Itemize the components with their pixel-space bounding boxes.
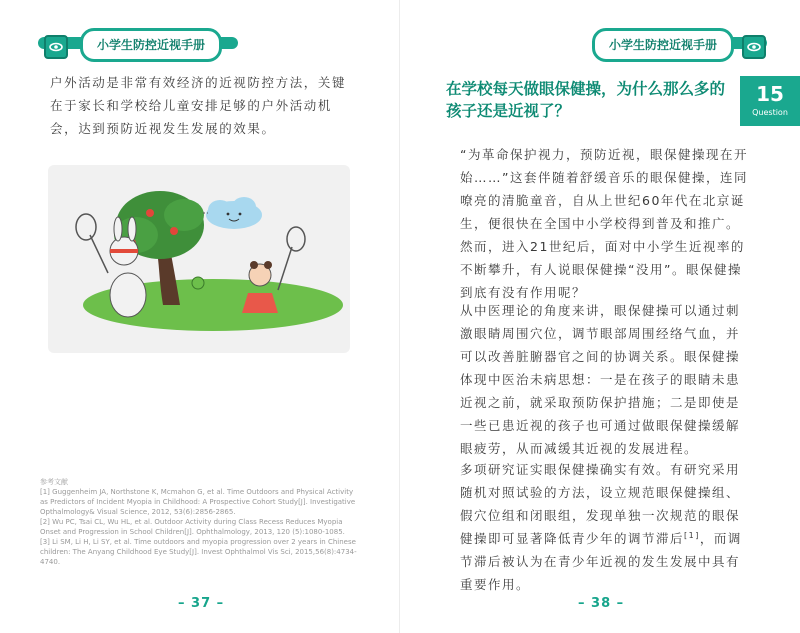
banner-title: 小学生防控近视手册 [80,28,222,62]
question-title: 在学校每天做眼保健操，为什么那么多的孩子还是近视了？ [446,80,726,120]
question-tab [740,76,800,126]
body-paragraph: “为革命保护视力，预防近视，眼保健操现在开始……”这套伴随着舒缓音乐的眼保健操，连同嘹亮的清脆童音，自从上世纪60年代在北京诞生，便很快在全国中小学校得到普及和推广。然而，进入21世纪后，面对中小学生近视率的不断攀升，有人说眼保健操“没用”。眼保健操到底有没有作用呢？ [460,147,748,300]
reference-item: [3] Li SM, Li H, Li SY, et al. Time outdoors and myopia progression over 2 years in Chinese children: The Anyang Childhood Eye Study[J]. Invest Ophthalmol Vis Sci, 2015,56(8):4734-4740. [40,538,357,566]
references-heading: 参考文献 [40,478,68,486]
banner-title: 小学生防控近视手册 [592,28,734,62]
reference-item: [1] Guggenheim JA, Northstone K, Mcmahon G, et al. Time Outdoors and Physical Activity as Predictors of Incident Myopia in Childhood: A Prospective Cohort Study[J]. Investigative Opthalmology& Visual Science, 2012, 53(6):2856-2865. [40,488,356,516]
page-number: – 38 – [578,596,625,611]
citation: [1] [684,530,700,540]
body-paragraph: 户外活动是非常有效经济的近视防控方法，关键在于家长和学校给儿童安排足够的户外活动机会，达到预防近视发生发展的效果。 [50,75,347,136]
book-eye-icon [742,35,766,59]
body-paragraph: 从中医理论的角度来讲，眼保健操可以通过刺激眼睛周围穴位，调节眼部周围经络气血，并可以改善脏腑器官之间的协调关系。眼保健操体现中医治未病思想：一是在孩子的眼睛未患近视之前，就采取预防保护措施；二是即使是一些已患近视的孩子也可通过做眼保健操缓解眼疲劳，从而减缓其近视的发展进程。 [460,303,741,456]
body-paragraph [460,458,752,596]
question-number: 15 [756,82,784,106]
para-text: ，而调节滞后被认为在青少年近视的发生发展中具有重要作用。 [460,531,742,592]
right-page [400,0,800,633]
book-eye-icon [44,35,68,59]
para-text: 多项研究证实眼保健操确实有效。有研究采用随机对照试验的方法，设立规范眼保健操组、假穴位组和闭眼组，发现单独一次规范的眼保健操即可显著降低青少年的调节滞后 [460,462,741,546]
illustration [48,165,350,353]
page-number: – 37 – [178,596,225,611]
header-banner-left [38,27,238,57]
reference-item: [2] Wu PC, Tsai CL, Wu HL, et al. Outdoor Activity during Class Recess Reduces Myopia Onset and Progression in School Children[J]. Ophthalmology, 2013, 120 (5):1080-1085. [40,518,345,536]
header-banner-right [592,27,767,57]
question-label: Question [752,108,788,117]
references [40,477,362,567]
